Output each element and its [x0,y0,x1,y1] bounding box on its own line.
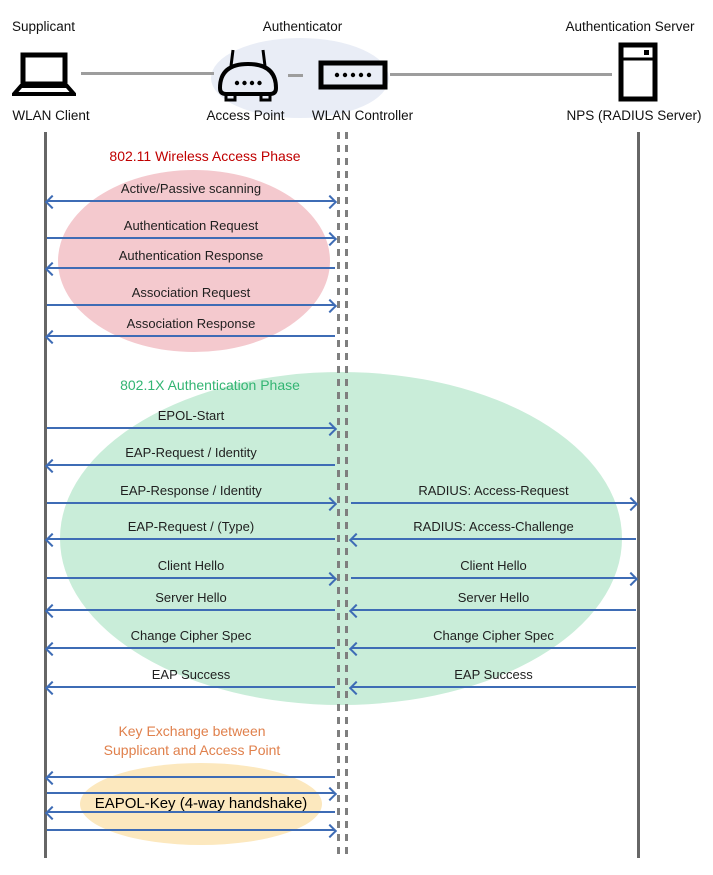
wlan-controller-icon [318,60,388,90]
key-exchange-arrow-4 [46,824,336,836]
msg-label-radius-access-request: RADIUS: Access-Request [418,483,569,498]
msg-label-eap-request-type: EAP-Request / (Type) [127,519,255,534]
msg-label-change-cipher-spec-right: Change Cipher Spec [433,628,554,643]
msg-label-server-hello-right: Server Hello [457,590,530,605]
node-label-wlan-controller: WLAN Controller [311,108,414,123]
msg-label-client-hello-left: Client Hello [157,558,225,573]
msg-label-association-request: Association Request [131,285,251,300]
phase3-title-line2: Supplicant and Access Point [103,742,281,758]
msg-label-active-passive-scanning: Active/Passive scanning [120,181,262,196]
role-supplicant: Supplicant [12,19,76,34]
node-label-wlan-client: WLAN Client [12,108,90,123]
lifeline-authenticator-dashed-1 [337,132,340,858]
phase3-title [62,722,322,760]
phase3-title-line1: Key Exchange between [118,723,266,739]
msg-label-change-cipher-spec-left: Change Cipher Spec [130,628,252,643]
key-exchange-arrow-1 [46,771,336,783]
access-point-icon [216,48,280,102]
msg-label-server-hello-left: Server Hello [155,590,227,605]
msg-label-eap-success-left: EAP Success [151,667,231,682]
connector-ap-controller [288,74,303,77]
msg-label-client-hello-right: Client Hello [460,558,527,573]
node-label-access-point: Access Point [206,108,285,123]
node-label-nps-radius-server: NPS (RADIUS Server) [566,108,702,123]
phase2-title: 802.1X Authentication Phase [120,377,300,393]
msg-label-radius-access-challenge: RADIUS: Access-Challenge [413,519,574,534]
msg-label-eap-request-identity: EAP-Request / Identity [125,445,257,460]
msg-label-eap-response-identity: EAP-Response / Identity [120,483,262,498]
msg-label-authentication-response: Authentication Response [118,248,264,263]
lifeline-authenticator-dashed-2 [345,132,348,858]
key-exchange-label: EAPOL-Key (4-way handshake) [94,795,308,812]
msg-label-eap-success-right: EAP Success [454,667,533,682]
phase1-title: 802.11 Wireless Access Phase [109,148,301,164]
msg-label-epol-start: EPOL-Start [157,408,225,423]
connector-client-ap [81,72,214,75]
role-authentication-server: Authentication Server [565,19,695,34]
connector-controller-server [390,73,612,76]
laptop-icon [12,52,76,98]
msg-label-association-response: Association Response [126,316,256,331]
role-authenticator: Authenticator [262,19,343,34]
server-icon [618,42,658,102]
msg-label-authentication-request: Authentication Request [123,218,259,233]
lifeline-radius-server [637,132,640,858]
